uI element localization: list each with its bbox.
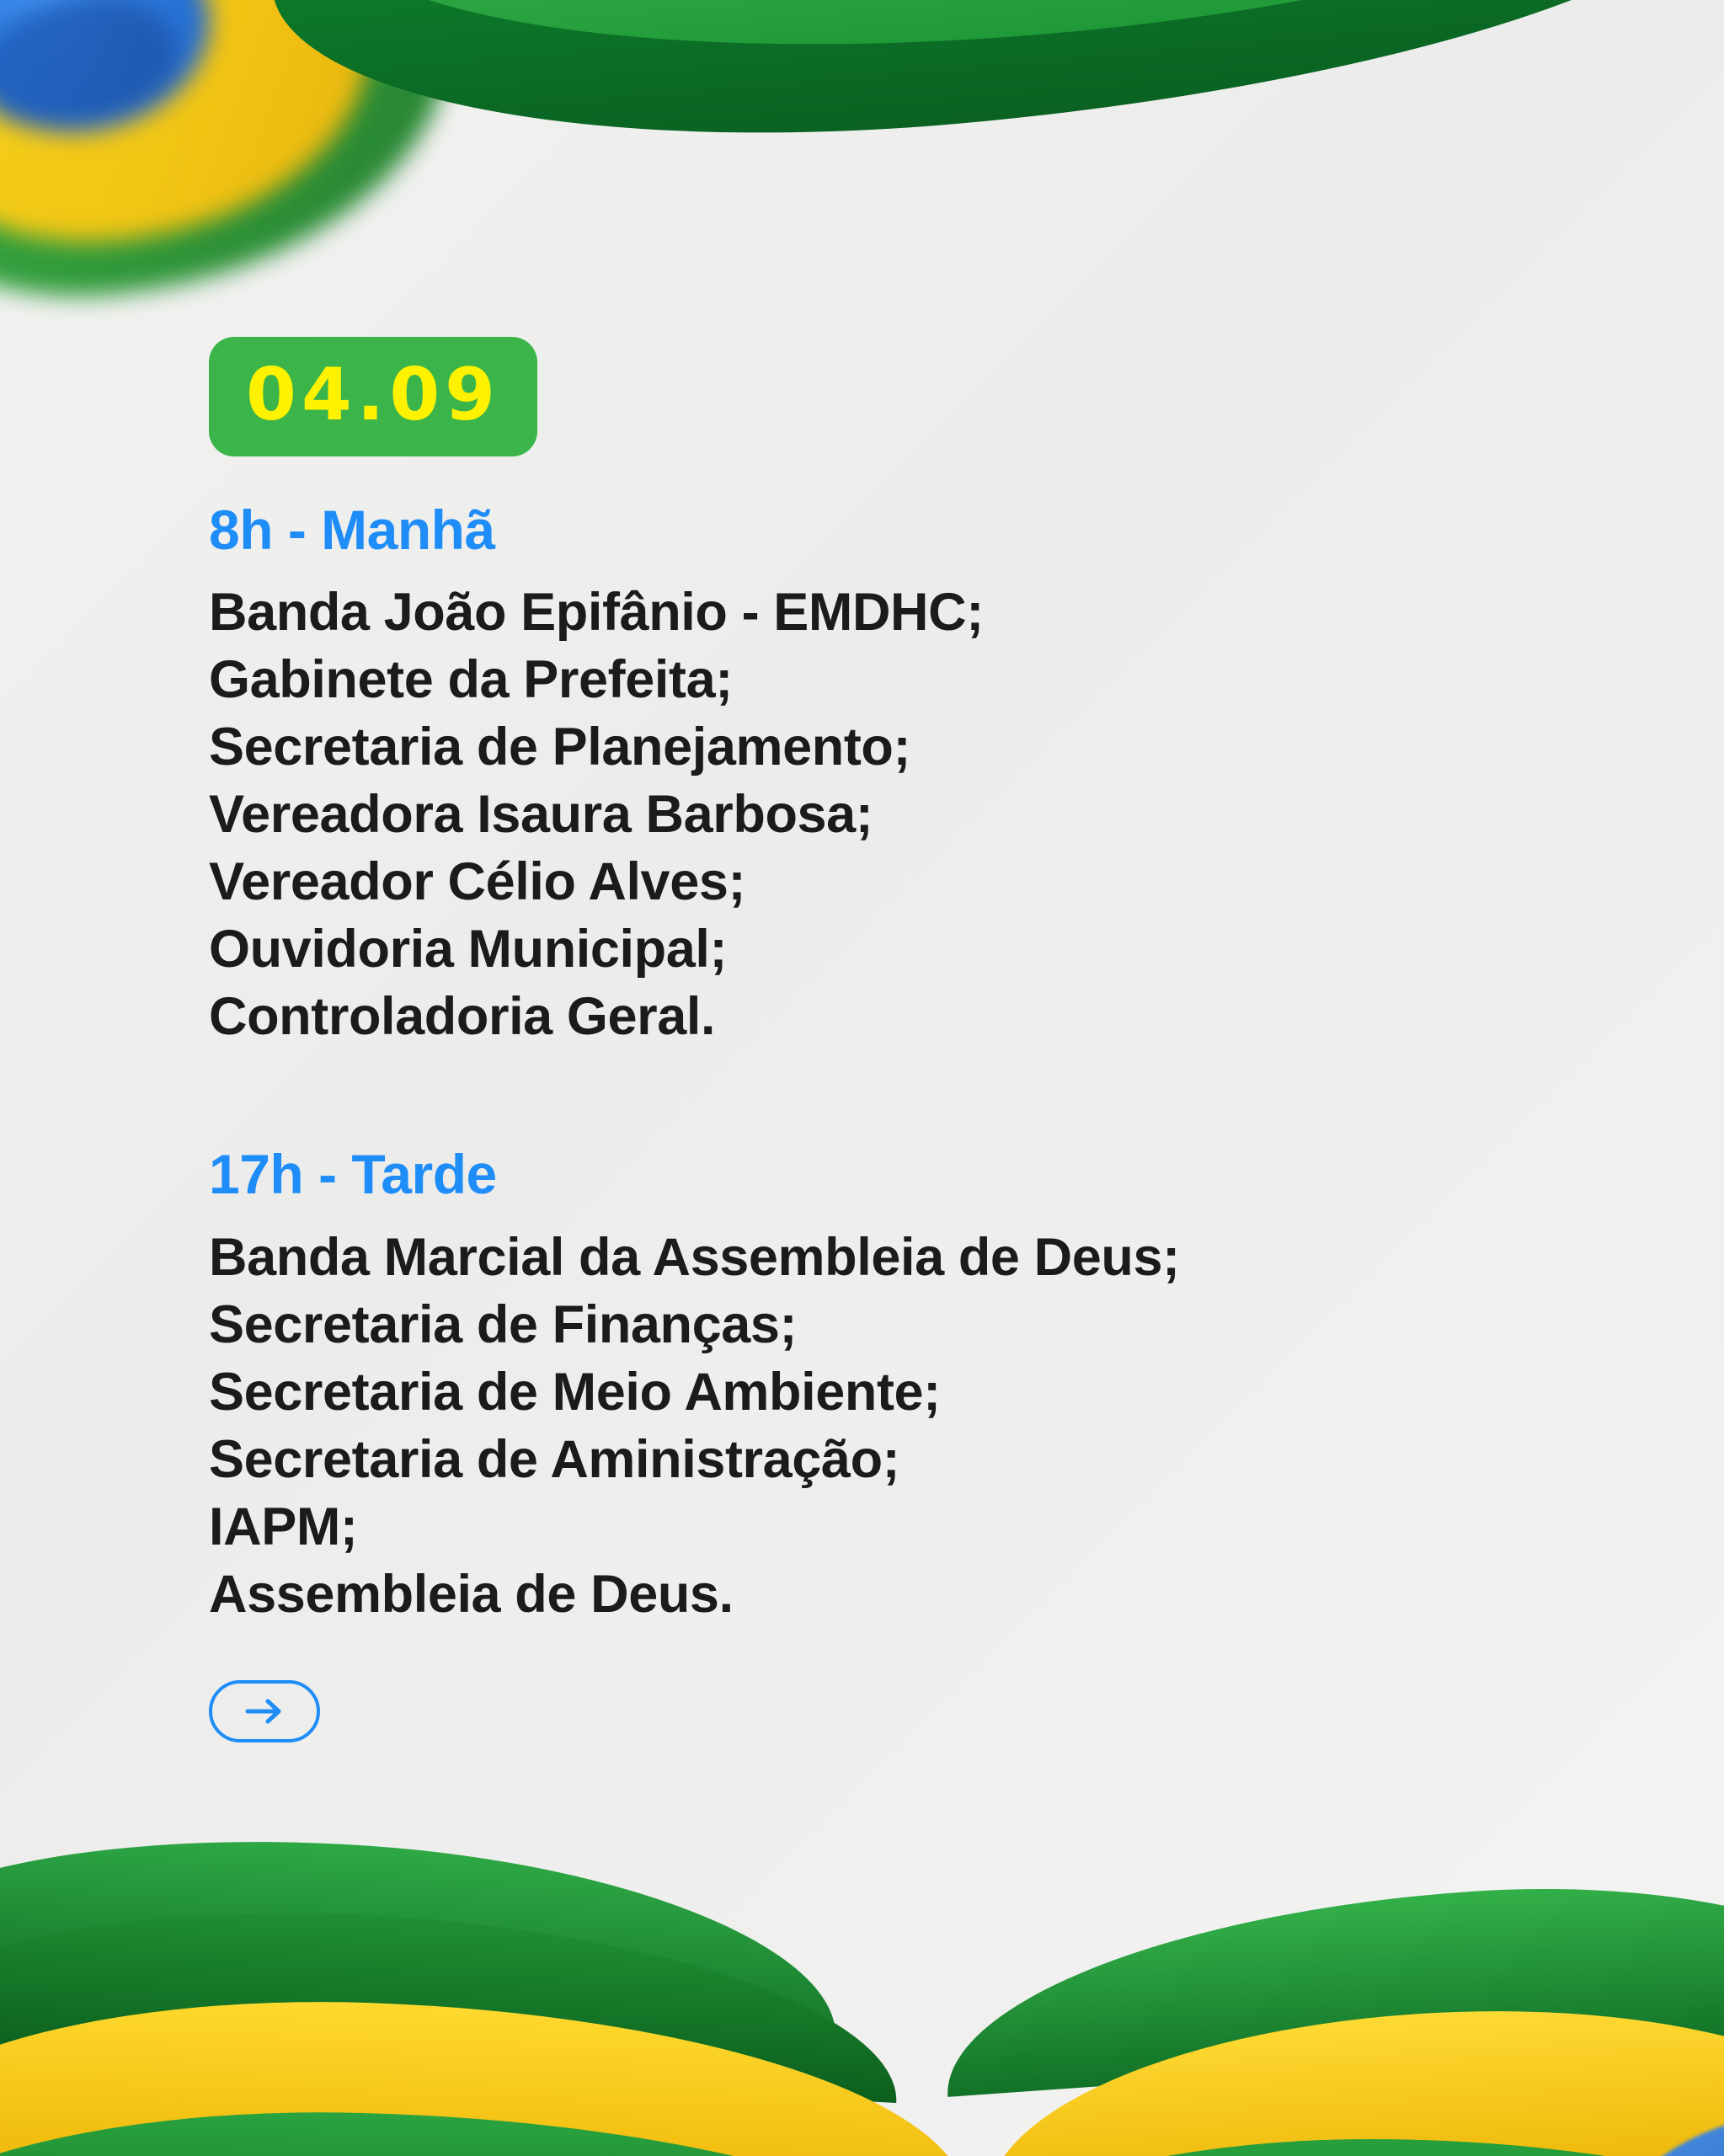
entry-list-morning — [209, 579, 1523, 1050]
time-heading-afternoon: 17h - Tarde — [209, 1143, 497, 1206]
poster-content — [209, 337, 1523, 1742]
flag-blue-shadow-shape — [0, 0, 189, 149]
list-item: Secretaria de Aministração; — [209, 1429, 900, 1489]
list-item: Vereador Célio Alves; — [209, 852, 746, 912]
entry-list-afternoon — [209, 1224, 1523, 1628]
list-item: Secretaria de Planejamento; — [209, 718, 911, 777]
list-item: Assembleia de Deus. — [209, 1564, 734, 1624]
schedule-block-afternoon — [209, 1145, 1523, 1627]
list-item: Secretaria de Finanças; — [209, 1294, 798, 1354]
time-heading-morning: 8h - Manhã — [209, 499, 495, 561]
date-badge: 04.09 — [209, 337, 537, 456]
list-item: Vereadora Isaura Barbosa; — [209, 785, 873, 845]
ribbon-br-blue-corner — [1581, 2114, 1724, 2156]
ribbon-br-yellow — [979, 1989, 1724, 2156]
ribbon-bottom-right — [857, 1802, 1724, 2156]
ribbon-bottom-left — [0, 1735, 1112, 2156]
list-item: Gabinete da Prefeita; — [209, 650, 733, 710]
ribbon-top — [278, 0, 1724, 185]
schedule-block-morning — [209, 500, 1523, 1050]
flag-green-shape — [0, 0, 479, 325]
list-item: Ouvidoria Municipal; — [209, 920, 728, 979]
flag-fragment-top-left — [0, 0, 522, 371]
ribbon-bl-yellow — [0, 1985, 971, 2156]
next-button[interactable] — [209, 1680, 320, 1742]
ribbon-top-green-dark — [272, 0, 1724, 182]
ribbon-bl-green-low — [0, 2104, 1012, 2156]
list-item: Banda João Epifânio - EMDHC; — [209, 583, 984, 643]
ribbon-bl-green-mid — [0, 1889, 905, 2103]
ribbon-br-green-low — [865, 2139, 1724, 2156]
flag-blue-globe-shape — [0, 0, 228, 155]
ribbon-bl-green-dark — [0, 1810, 846, 2039]
flag-yellow-shape — [0, 0, 395, 275]
list-item: Controladoria Geral. — [209, 987, 716, 1047]
list-item: IAPM; — [209, 1497, 358, 1556]
list-item: Secretaria de Meio Ambiente; — [209, 1362, 941, 1422]
list-item: Banda Marcial da Assembleia de Deus; — [209, 1227, 1180, 1287]
ribbon-top-green-light — [323, 0, 1724, 96]
arrow-right-icon — [243, 1694, 286, 1728]
ribbon-br-green-dark — [936, 1861, 1724, 2097]
